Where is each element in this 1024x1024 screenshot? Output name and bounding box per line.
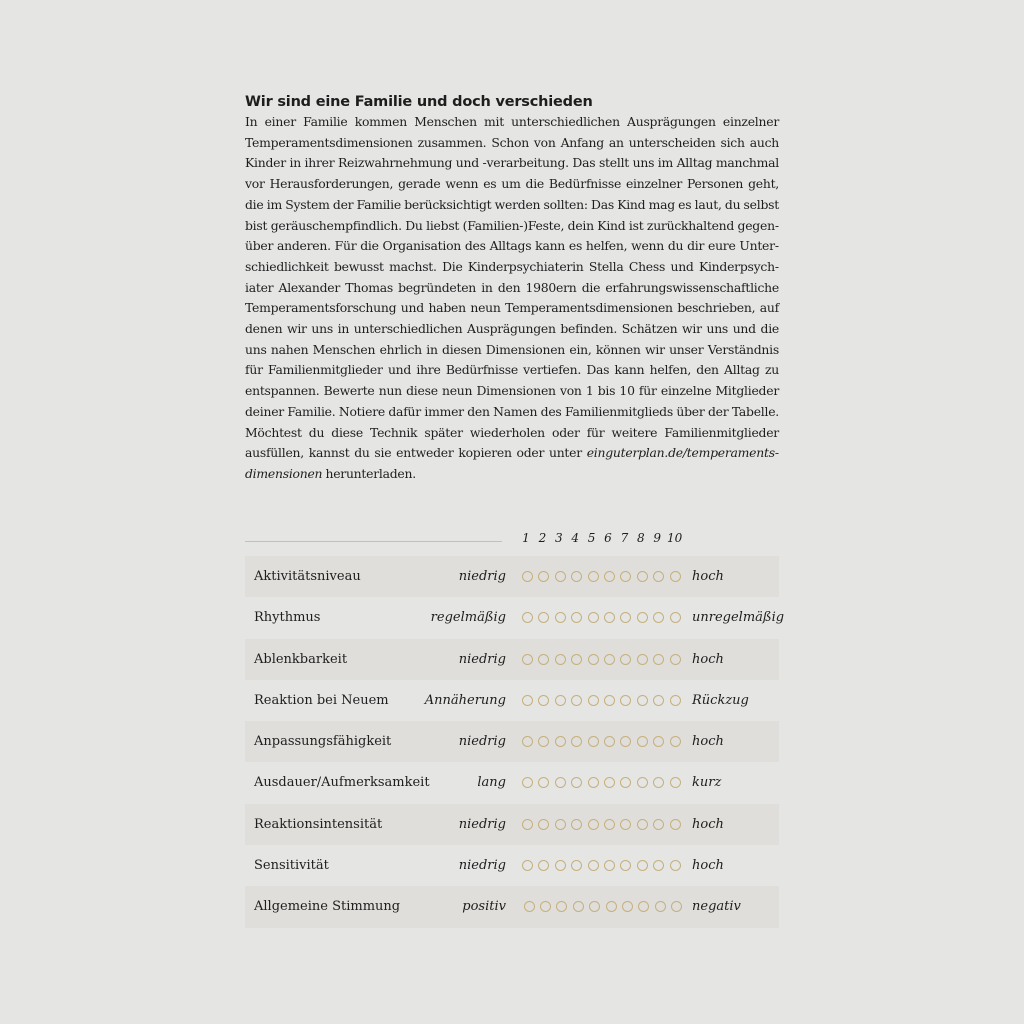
rating-circle[interactable] <box>555 819 566 830</box>
scale-number: 9 <box>653 531 661 545</box>
rating-circle[interactable] <box>524 901 535 912</box>
rating-circle[interactable] <box>571 571 582 582</box>
rating-circle[interactable] <box>670 571 681 582</box>
table-row <box>245 556 779 597</box>
scale-number: 2 <box>538 531 547 545</box>
rating-circle[interactable] <box>620 860 631 871</box>
rating-circle[interactable] <box>588 695 599 706</box>
rating-circle[interactable] <box>588 612 599 623</box>
rating-circle[interactable] <box>670 736 681 747</box>
rating-circle[interactable] <box>588 571 599 582</box>
low-pole-label: niedrig <box>458 569 506 584</box>
low-pole-label: niedrig <box>458 734 506 750</box>
dimension-label: Ausdauer/Aufmerksamkeit <box>254 775 430 791</box>
rating-circle[interactable] <box>571 736 582 747</box>
high-pole-label: hoch <box>692 734 724 750</box>
table-row <box>245 597 785 638</box>
rating-circle[interactable] <box>522 777 533 788</box>
rating-circle[interactable] <box>604 860 615 871</box>
rating-circle[interactable] <box>653 571 664 582</box>
rating-circle[interactable] <box>538 654 549 665</box>
rating-circle[interactable] <box>653 612 664 623</box>
intro-section <box>245 92 779 485</box>
low-pole-label: niedrig <box>458 816 506 832</box>
rating-circle[interactable] <box>556 901 567 912</box>
rating-circle[interactable] <box>670 819 681 830</box>
rating-circle[interactable] <box>571 654 582 665</box>
temperament-rating-table <box>245 556 785 928</box>
rating-circle[interactable] <box>637 612 648 623</box>
rating-circle[interactable] <box>588 654 599 665</box>
rating-circle[interactable] <box>588 736 599 747</box>
table-row <box>245 721 779 762</box>
intro-paragraph <box>245 112 779 485</box>
high-pole-label: hoch <box>692 569 724 584</box>
rating-circle[interactable] <box>588 819 599 830</box>
dimension-label: Allgemeine Stimmung <box>254 899 401 915</box>
rating-circle[interactable] <box>604 571 615 582</box>
rating-circle[interactable] <box>522 695 533 706</box>
table-row <box>245 680 779 721</box>
rating-circle[interactable] <box>588 777 599 788</box>
rating-circle[interactable] <box>637 860 648 871</box>
page-heading: Wir sind eine Familie und doch verschieden <box>245 94 593 110</box>
rating-circle[interactable] <box>655 901 666 912</box>
scale-number: 3 <box>554 531 563 545</box>
rating-circle[interactable] <box>538 571 549 582</box>
rating-circle[interactable] <box>522 571 533 582</box>
table-row <box>245 639 779 680</box>
rating-circle[interactable] <box>571 860 582 871</box>
dimension-label: Ablenkbarkeit <box>254 651 348 667</box>
rating-circle[interactable] <box>653 695 664 706</box>
rating-circle[interactable] <box>670 612 681 623</box>
rating-circle[interactable] <box>670 777 681 788</box>
rating-circle[interactable] <box>670 654 681 665</box>
rating-circle[interactable] <box>670 860 681 871</box>
rating-circle[interactable] <box>555 777 566 788</box>
rating-circle[interactable] <box>620 819 631 830</box>
download-link-text: einguterplan.de/temperamentsdimensionen <box>245 445 779 481</box>
rating-circle[interactable] <box>604 612 615 623</box>
rating-circle[interactable] <box>538 860 549 871</box>
rating-circle[interactable] <box>604 736 615 747</box>
scale-number: 1 <box>522 531 530 545</box>
dimension-label: Rhythmus <box>254 610 321 626</box>
dimension-label: Aktivitätsniveau <box>254 569 361 584</box>
rating-circle[interactable] <box>555 736 566 747</box>
high-pole-label: negativ <box>692 899 741 915</box>
rating-circle[interactable] <box>538 819 549 830</box>
table-row <box>245 845 779 886</box>
table-row <box>245 804 779 845</box>
rating-circle[interactable] <box>555 860 566 871</box>
rating-circle[interactable] <box>540 901 551 912</box>
rating-circle[interactable] <box>604 654 615 665</box>
intro-text-end: herunterladen. <box>322 465 416 481</box>
rating-circle[interactable] <box>538 695 549 706</box>
rating-circle[interactable] <box>653 819 664 830</box>
rating-circle[interactable] <box>522 819 533 830</box>
rating-circle[interactable] <box>653 736 664 747</box>
rating-circle[interactable] <box>522 612 533 623</box>
rating-circle[interactable] <box>571 777 582 788</box>
low-pole-label: Annäherung <box>424 692 506 708</box>
rating-circle[interactable] <box>637 695 648 706</box>
dimension-label: Reaktionsintensität <box>254 816 383 832</box>
rating-circle[interactable] <box>637 654 648 665</box>
rating-circle[interactable] <box>538 777 549 788</box>
low-pole-label: regelmäßig <box>430 610 506 626</box>
rating-circle[interactable] <box>522 654 533 665</box>
rating-circle[interactable] <box>588 860 599 871</box>
high-pole-label: kurz <box>692 775 722 791</box>
rating-circle[interactable] <box>555 654 566 665</box>
scale-number: 6 <box>604 531 612 545</box>
rating-circle[interactable] <box>620 777 631 788</box>
high-pole-label: Rückzug <box>692 692 749 708</box>
rating-circle[interactable] <box>620 654 631 665</box>
scale-number: 4 <box>571 531 579 545</box>
high-pole-label: unregelmäßig <box>692 610 785 626</box>
name-entry-line <box>245 541 502 542</box>
scale-number: 10 <box>666 531 683 545</box>
table-row <box>245 886 779 927</box>
rating-circle[interactable] <box>620 695 631 706</box>
rating-circle[interactable] <box>604 777 615 788</box>
rating-circle[interactable] <box>620 736 631 747</box>
rating-circle[interactable] <box>604 819 615 830</box>
rating-circle[interactable] <box>606 901 617 912</box>
dimension-label: Reaktion bei Neuem <box>254 692 389 708</box>
intro-text: In einer Familie kommen Menschen mit unterschiedlichen Ausprägungen einzelner Temperamentsdimensionen zusammen. Schon von Anfang an unterscheiden sich auch Kinder in ihrer Reizwahrnehmung und -verarbeitung. Das stellt uns im Alltag manchmal vor Herausforderungen, gerade wenn es um die Bedürfnisse einzelner Personen geht, die im System der Familie berücksichtigt werden sollten: Das Kind mag es laut, du selbst bist geräuschempfindlich. Du liebst (Familien-)Feste, dein Kind ist zurückhaltend gegenüber anderen. Für die Organisation des Alltags kann es helfen, wenn du dir eure Unterschiedlichkeit bewusst machst. Die Kinderpsychiaterin Stella Chess und Kinderpsychiater Alexander Thomas begründeten in den 1980ern die erfahrungswissenschaftliche Temperamentsforschung und haben neun Temperamentsdimensionen beschrieben, auf denen wir uns in unterschiedlichen Ausprägungen befinden. Schätzen wir uns und die uns nahen Menschen ehrlich in diesen Dimensionen ein, können wir unser Verständnis für Familienmitglieder und ihre Bedürfnisse vertiefen. Das kann helfen, den Alltag zu entspannen. Bewerte nun diese neun Dimensionen von 1 bis 10 für einzelne Mitglieder deiner Familie. Notiere dafür immer den Namen des Familienmitglieds über der Tabelle. Möchtest du diese Technik später wiederholen oder für weitere Familienmitglieder ausfüllen, kannst du sie entweder kopieren oder unter <box>245 114 779 461</box>
rating-circle[interactable] <box>653 777 664 788</box>
scale-number: 8 <box>636 531 645 545</box>
rating-circle[interactable] <box>571 695 582 706</box>
rating-circle[interactable] <box>620 612 631 623</box>
rating-circle[interactable] <box>555 695 566 706</box>
low-pole-label: niedrig <box>458 651 506 667</box>
rating-circle[interactable] <box>637 777 648 788</box>
rating-circle[interactable] <box>555 571 566 582</box>
rating-circle[interactable] <box>589 901 600 912</box>
dimension-label: Sensitivität <box>254 858 329 874</box>
rating-circle[interactable] <box>670 695 681 706</box>
low-pole-label: niedrig <box>458 858 506 874</box>
rating-circle[interactable] <box>622 901 633 912</box>
table-row <box>245 762 779 803</box>
rating-circle[interactable] <box>637 736 648 747</box>
low-pole-label: lang <box>477 775 506 791</box>
rating-circle[interactable] <box>604 695 615 706</box>
rating-circle[interactable] <box>522 860 533 871</box>
scale-number: 5 <box>587 531 596 545</box>
scale-header <box>245 528 779 548</box>
rating-circle[interactable] <box>638 901 649 912</box>
low-pole-label: positiv <box>462 899 506 915</box>
high-pole-label: hoch <box>692 651 724 667</box>
rating-circle[interactable] <box>555 612 566 623</box>
rating-circle[interactable] <box>653 654 664 665</box>
dimension-label: Anpassungsfähigkeit <box>254 734 392 750</box>
rating-circle[interactable] <box>573 901 584 912</box>
rating-circle[interactable] <box>653 860 664 871</box>
rating-circle[interactable] <box>671 901 682 912</box>
rating-circle[interactable] <box>522 736 533 747</box>
scale-number: 7 <box>620 531 629 545</box>
rating-circle[interactable] <box>637 571 648 582</box>
rating-circle[interactable] <box>620 571 631 582</box>
high-pole-label: hoch <box>692 858 724 874</box>
rating-circle[interactable] <box>538 736 549 747</box>
rating-circle[interactable] <box>538 612 549 623</box>
rating-circle[interactable] <box>637 819 648 830</box>
rating-circle[interactable] <box>571 612 582 623</box>
rating-circle[interactable] <box>571 819 582 830</box>
high-pole-label: hoch <box>692 816 724 832</box>
